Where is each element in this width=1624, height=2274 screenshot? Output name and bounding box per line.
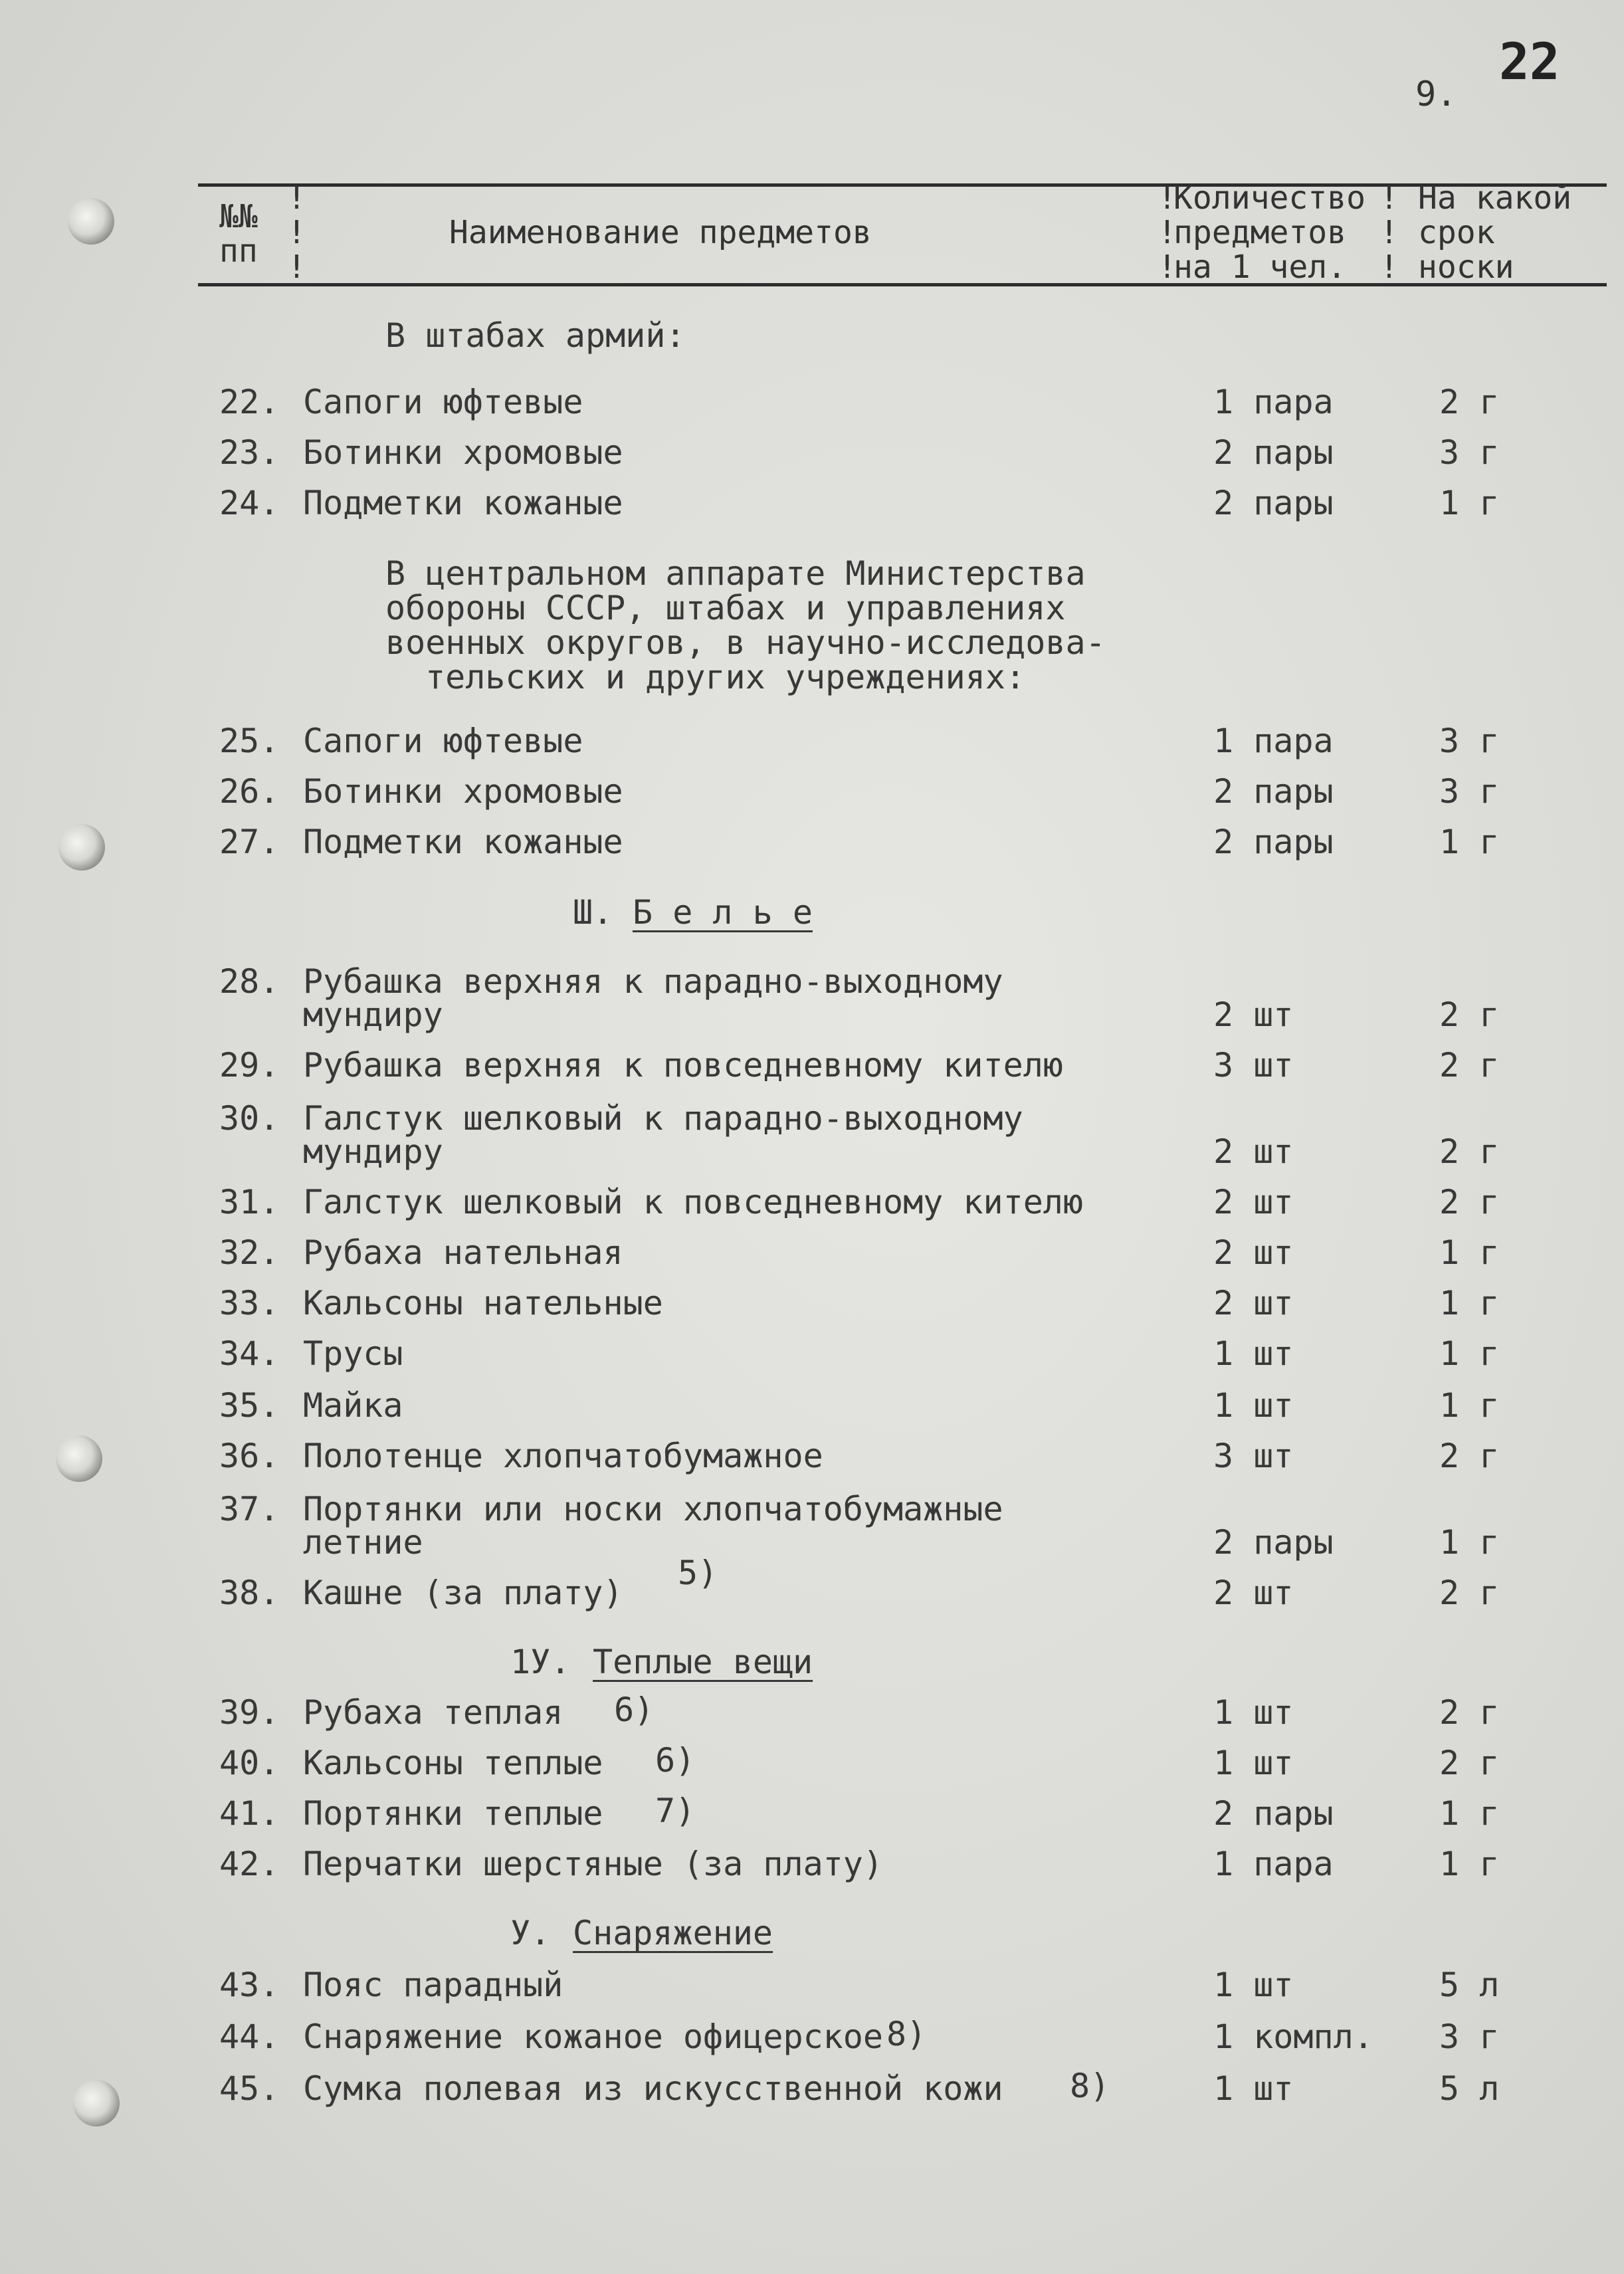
item-term: 2 г bbox=[1439, 383, 1500, 421]
item-number: 40. bbox=[219, 1744, 280, 1782]
item-name: Полотенце хлопчатобумажное bbox=[303, 1437, 823, 1475]
item-qty: 3 шт bbox=[1213, 1437, 1294, 1475]
header-term-line2: срок bbox=[1418, 214, 1495, 251]
item-number: 37. bbox=[219, 1490, 280, 1528]
item-number: 33. bbox=[219, 1284, 280, 1322]
item-number: 43. bbox=[219, 1966, 280, 2004]
item-qty: 2 пары bbox=[1213, 484, 1334, 522]
punch-hole-3 bbox=[56, 1435, 102, 1482]
item-term: 3 г bbox=[1439, 722, 1500, 760]
item-footnote: 5) bbox=[678, 1554, 718, 1592]
header-term-line3: носки bbox=[1418, 249, 1514, 286]
header-term-line1: На какой bbox=[1418, 179, 1572, 217]
section-heading-armies: В штабах армий: bbox=[385, 316, 686, 355]
item-number: 31. bbox=[219, 1183, 280, 1221]
item-number: 36. bbox=[219, 1437, 280, 1475]
section-heading-central-line2: обороны СССР, штабах и управлениях bbox=[385, 589, 1066, 627]
item-number: 24. bbox=[219, 484, 280, 522]
header-separator-2: ! ! ! bbox=[1158, 179, 1177, 286]
item-number: 45. bbox=[219, 2069, 280, 2108]
item-name: Трусы bbox=[303, 1334, 403, 1373]
item-qty: 2 шт bbox=[1213, 1233, 1294, 1272]
item-term: 1 г bbox=[1439, 823, 1500, 861]
item-qty: 2 шт bbox=[1213, 995, 1294, 1034]
item-number: 28. bbox=[219, 962, 280, 1001]
item-name: Кальсоны нательные bbox=[303, 1284, 663, 1322]
item-name: Сапоги юфтевые bbox=[303, 722, 583, 760]
section-number-3: Ш. bbox=[573, 893, 613, 932]
item-term: 2 г bbox=[1439, 1693, 1500, 1732]
item-term: 1 г bbox=[1439, 1523, 1500, 1562]
item-name: Кашне (за плату) bbox=[303, 1574, 623, 1612]
item-name: Ботинки хромовые bbox=[303, 772, 623, 811]
section-heading-central-line1: В центральном аппарате Министерства bbox=[385, 554, 1086, 593]
item-footnote: 7) bbox=[655, 1792, 696, 1830]
punch-hole-2 bbox=[58, 824, 105, 871]
item-name: Сапоги юфтевые bbox=[303, 383, 583, 421]
item-name-continued: мундиру bbox=[303, 995, 443, 1034]
section-title-linen: Б е л ь е bbox=[633, 893, 813, 932]
item-name-continued: мундиру bbox=[303, 1132, 443, 1171]
item-qty: 2 пары bbox=[1213, 433, 1334, 472]
item-qty: 1 пара bbox=[1213, 383, 1334, 421]
item-term: 2 г bbox=[1439, 995, 1500, 1034]
item-term: 2 г bbox=[1439, 1046, 1500, 1085]
item-qty: 2 пары bbox=[1213, 1523, 1334, 1562]
item-qty: 1 пара bbox=[1213, 1845, 1334, 1883]
item-number: 29. bbox=[219, 1046, 280, 1085]
item-name: Рубаха теплая bbox=[303, 1693, 563, 1732]
item-term: 5 л bbox=[1439, 1966, 1500, 2004]
item-number: 41. bbox=[219, 1794, 280, 1833]
item-name: Кальсоны теплые bbox=[303, 1744, 603, 1782]
section-title-equipment: Снаряжение bbox=[573, 1914, 773, 1952]
archive-page-number: 22 bbox=[1499, 32, 1560, 91]
item-qty: 2 шт bbox=[1213, 1574, 1294, 1612]
header-separator-3: ! ! ! bbox=[1379, 179, 1399, 286]
item-term: 2 г bbox=[1439, 1183, 1500, 1221]
item-name: Портянки теплые bbox=[303, 1794, 603, 1833]
item-qty: 2 шт bbox=[1213, 1183, 1294, 1221]
item-term: 1 г bbox=[1439, 1794, 1500, 1833]
item-qty: 1 шт bbox=[1213, 2069, 1294, 2108]
item-name: Перчатки шерстяные (за плату) bbox=[303, 1845, 883, 1883]
item-name: Снаряжение кожаное офицерское bbox=[303, 2017, 883, 2056]
item-footnote: 6) bbox=[655, 1741, 696, 1780]
item-number: 39. bbox=[219, 1693, 280, 1732]
item-term: 1 г bbox=[1439, 484, 1500, 522]
item-footnote: 8) bbox=[1070, 2067, 1110, 2105]
item-name: Майка bbox=[303, 1386, 403, 1425]
punch-hole-4 bbox=[73, 2080, 120, 2126]
header-qty-line1: Количество bbox=[1173, 179, 1366, 217]
item-name: Рубашка верхняя к парадно-выходному bbox=[303, 962, 1003, 1001]
item-number: 44. bbox=[219, 2017, 280, 2056]
item-name: Подметки кожаные bbox=[303, 484, 623, 522]
header-number-line2: пп bbox=[219, 233, 258, 270]
item-name: Ботинки хромовые bbox=[303, 433, 623, 472]
item-number: 34. bbox=[219, 1334, 280, 1373]
item-term: 2 г bbox=[1439, 1744, 1500, 1782]
item-term: 2 г bbox=[1439, 1132, 1500, 1171]
punch-hole-1 bbox=[68, 198, 114, 245]
typed-page-number: 9. bbox=[1415, 74, 1457, 114]
header-separator-1: ! ! ! bbox=[287, 179, 306, 286]
item-number: 42. bbox=[219, 1845, 280, 1883]
item-footnote: 6) bbox=[614, 1691, 655, 1729]
item-qty: 2 пары bbox=[1213, 823, 1334, 861]
item-term: 1 г bbox=[1439, 1334, 1500, 1373]
item-name: Пояс парадный bbox=[303, 1966, 563, 2004]
item-number: 22. bbox=[219, 383, 280, 421]
item-name: Рубаха нательная bbox=[303, 1233, 623, 1272]
item-number: 35. bbox=[219, 1386, 280, 1425]
item-name: Галстук шелковый к повседневному кителю bbox=[303, 1183, 1083, 1221]
item-term: 5 л bbox=[1439, 2069, 1500, 2108]
section-number-5: У. bbox=[510, 1914, 551, 1952]
item-qty: 1 компл. bbox=[1213, 2017, 1373, 2056]
item-number: 23. bbox=[219, 433, 280, 472]
header-qty-line3: на 1 чел. bbox=[1173, 249, 1347, 286]
item-name-continued: летние bbox=[303, 1523, 423, 1562]
item-term: 3 г bbox=[1439, 772, 1500, 811]
item-term: 1 г bbox=[1439, 1284, 1500, 1322]
item-number: 27. bbox=[219, 823, 280, 861]
item-qty: 2 шт bbox=[1213, 1132, 1294, 1171]
item-term: 1 г bbox=[1439, 1386, 1500, 1425]
item-name: Рубашка верхняя к повседневному кителю bbox=[303, 1046, 1063, 1085]
header-number-line1: №№ bbox=[219, 198, 258, 235]
section-title-warm-clothing: Теплые вещи bbox=[593, 1643, 813, 1681]
item-qty: 2 шт bbox=[1213, 1284, 1294, 1322]
item-footnote: 8) bbox=[886, 2015, 927, 2053]
item-qty: 3 шт bbox=[1213, 1046, 1294, 1085]
section-heading-central-line4: тельских и других учреждениях: bbox=[425, 658, 1026, 696]
item-qty: 1 пара bbox=[1213, 722, 1334, 760]
item-number: 25. bbox=[219, 722, 280, 760]
item-qty: 1 шт bbox=[1213, 1693, 1294, 1732]
item-term: 3 г bbox=[1439, 433, 1500, 472]
item-term: 2 г bbox=[1439, 1574, 1500, 1612]
item-qty: 1 шт bbox=[1213, 1334, 1294, 1373]
section-number-4: 1У. bbox=[510, 1643, 571, 1681]
item-term: 2 г bbox=[1439, 1437, 1500, 1475]
item-qty: 1 шт bbox=[1213, 1966, 1294, 2004]
item-number: 38. bbox=[219, 1574, 280, 1612]
item-number: 26. bbox=[219, 772, 280, 811]
item-qty: 2 пары bbox=[1213, 1794, 1334, 1833]
item-term: 1 г bbox=[1439, 1233, 1500, 1272]
item-term: 3 г bbox=[1439, 2017, 1500, 2056]
item-term: 1 г bbox=[1439, 1845, 1500, 1883]
item-number: 30. bbox=[219, 1099, 280, 1138]
item-qty: 2 пары bbox=[1213, 772, 1334, 811]
item-qty: 1 шт bbox=[1213, 1744, 1294, 1782]
item-name: Портянки или носки хлопчатобумажные bbox=[303, 1490, 1003, 1528]
item-qty: 1 шт bbox=[1213, 1386, 1294, 1425]
item-name: Сумка полевая из искусственной кожи bbox=[303, 2069, 1003, 2108]
header-name: Наименование предметов bbox=[449, 214, 872, 251]
item-name: Подметки кожаные bbox=[303, 823, 623, 861]
item-number: 32. bbox=[219, 1233, 280, 1272]
header-qty-line2: предметов bbox=[1173, 214, 1347, 251]
item-name: Галстук шелковый к парадно-выходному bbox=[303, 1099, 1023, 1138]
section-heading-central-line3: военных округов, в научно-исследова- bbox=[385, 623, 1106, 662]
